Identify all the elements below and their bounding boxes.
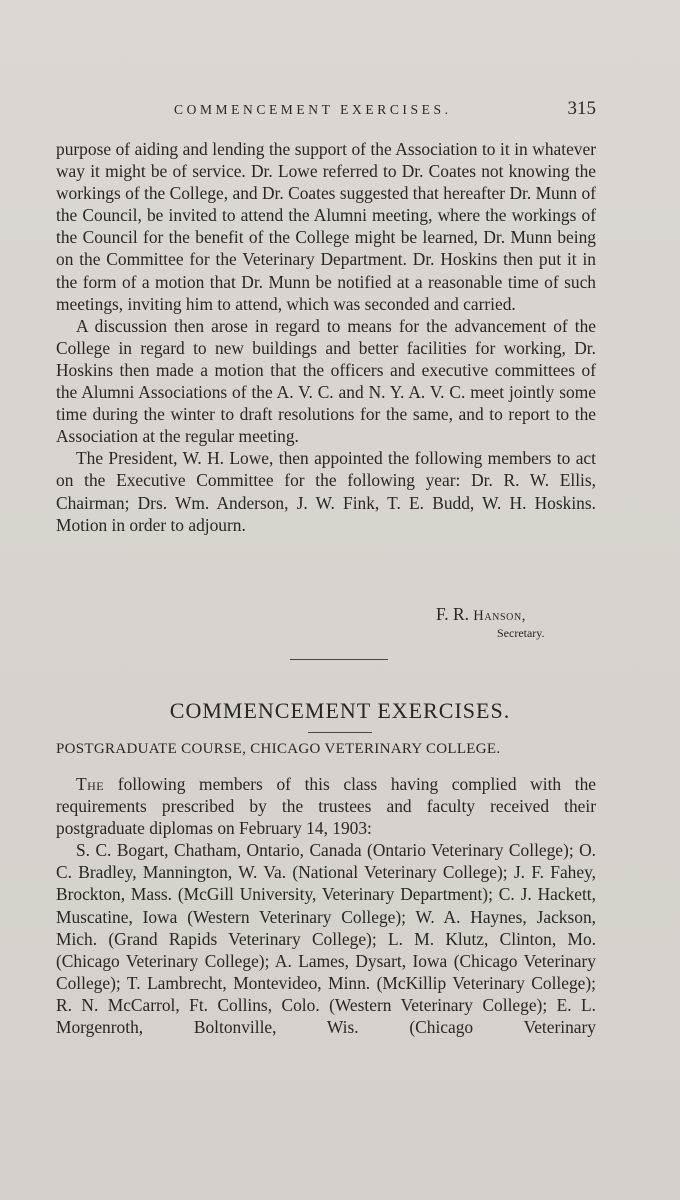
section-divider-rule <box>290 659 388 660</box>
paragraph-munn-motion: purpose of aiding and lending the support of the Association to it in whatever way it might be of service. Dr. Lowe referred to Dr. Coates not knowing the workings of the College, and Dr. Coates suggested that hereafter Dr. Munn of the Council, be invited to attend the Alumni meeting, where the workings of the Council for the benefit of the College might be learned, Dr. Munn being on the Committee for the Veterinary Department. Dr. Hoskins then put it in the form of a motion that Dr. Munn be notified at a reasonable time of such meetings, inviting him to attend, which was seconded and carried. <box>56 139 596 314</box>
signature-title: Secretary. <box>497 626 545 640</box>
title-underline-rule <box>308 732 372 733</box>
paragraph-buildings-discussion: A discussion then arose in regard to means for the advancement of the College in regard to new buildings and better facilities for working, Dr. Hoskins then made a motion that the officers and executive committees of the Alumni Associations of the A. V. C. and N. Y. A. V. C. meet jointly some time during the winter to draft resolutions for the same, and to report to the Association at the regular meeting. <box>56 315 596 447</box>
running-head <box>56 98 596 122</box>
running-title: COMMENCEMENT EXERCISES. <box>174 102 452 117</box>
section-title: COMMENCEMENT EXERCISES. <box>169 698 511 723</box>
paragraph-graduate-list: S. C. Bogart, Chatham, Ontario, Canada (Ontario Veterinary College); O. C. Bradley, Mannington, W. Va. (National Veterinary College); J. F. Fahey, Brockton, Mass. (McGill University, Veterinary Department); C. J. Hackett, Muscatine, Iowa (Western Veterinary College); W. A. Haynes, Jackson, Mich. (Grand Rapids Veterinary College); L. M. Klutz, Clinton, Mo. (Chicago Veterinary College); A. Lames, Dysart, Iowa (Chicago Veterinary College); T. Lambrecht, Montevideo, Minn. (McKillip Veterinary College); R. N. McCarrol, Ft. Collins, Colo. (Western Veterinary College); E. L. Morgenroth, Boltonville, Wis. (Chicago Veterinary <box>56 840 596 1038</box>
section-subtitle: POSTGRADUATE COURSE, CHICAGO VETERINARY COLLEGE. <box>56 741 501 757</box>
signature-name <box>436 604 526 625</box>
paragraph-diplomas-intro-text: following members of this class having complied with the requirements prescribed by the trustees and faculty received their postgraduate diplomas on February 14, 1903: <box>56 774 596 839</box>
lead-word: The <box>76 774 105 794</box>
signature-initials: F. R. <box>436 604 469 624</box>
minutes-text <box>56 138 596 536</box>
paragraph-executive-committee: The President, W. H. Lowe, then appointed the following members to act on the Executive Committee for the following year: Dr. R. W. Ellis, Chairman; Drs. Wm. Anderson, J. W. Fink, T. E. Budd, W. H. Hoskins. Motion in order to adjourn. <box>56 448 596 535</box>
commencement-text <box>56 773 596 1038</box>
signature-surname: Hanson, <box>473 608 527 624</box>
paragraph-diplomas-intro <box>56 773 596 839</box>
page-number: 315 <box>567 98 596 119</box>
